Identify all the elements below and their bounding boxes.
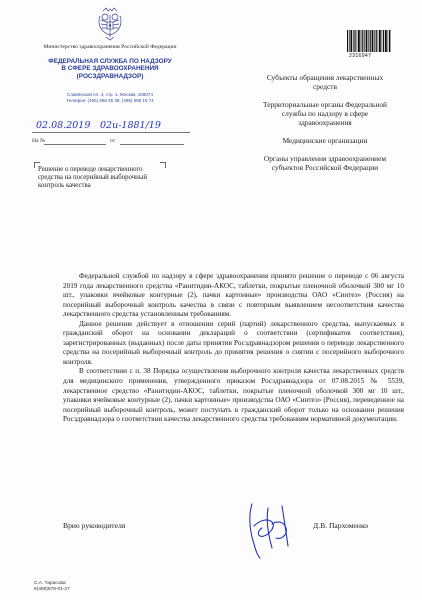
recipient-item: Субъекты обращения лекарственных средств: [266, 73, 384, 91]
signatory-role: Врио руководителя: [63, 521, 126, 530]
handwritten-signature: [238, 498, 300, 560]
agency-line-1: ФЕДЕРАЛЬНАЯ СЛУЖБА ПО НАДЗОРУ: [48, 58, 172, 65]
executor-info: [34, 581, 70, 593]
reference-number-line: [44, 144, 106, 145]
reference-number-label: На №: [32, 138, 46, 144]
executor-phone: 8(499)578-01-27: [34, 587, 70, 592]
agency-name: [38, 58, 182, 80]
letter-subject: Решение о переводе лекарственного средства на посерийный выборочный контроль качества: [38, 166, 148, 189]
reference-date-label: от: [110, 138, 116, 144]
subject-bracket-right: [160, 162, 166, 168]
body-paragraph-2: Данное решение действует в отношении серий (партий) лекарственного средства, выпускаемых в гражданский оборот на основании деклараций о соответствии (сертификатов соответствия), зарегистрированных (выданных) после даты принятия Росздравнадзором решения о переводе лекарственного средства на посерийный выборочный контроль до принятия решения о снятии с посерийного выборочного контроля.: [63, 319, 404, 366]
agency-line-2: В СФЕРЕ ЗДРАВООХРАНЕНИЯ: [61, 65, 159, 73]
registration-block: [30, 118, 190, 144]
agency-line-3: (РОСЗДРАВНАДЗОР): [76, 72, 144, 80]
address-line-1: Славянская пл. 4, стр. 1, Москва, 109074: [67, 92, 153, 97]
barcode-number: 2316947: [349, 53, 372, 59]
executor-name: С.А. Тарасова: [34, 581, 66, 586]
recipient-item: Медицинские организации: [282, 136, 368, 145]
recipient-item: Органы управления здравоохранением субъектов Российской Федерации: [263, 154, 387, 172]
barcode-icon: [347, 30, 391, 52]
recipients-block: [255, 73, 395, 181]
ministry-name: Министерство здравоохранения Российской Федерации: [43, 44, 177, 50]
address-line-2: Телефон: (495) 698 45 38; (495) 698 15 74: [66, 97, 154, 103]
body-paragraph-3: В соответствии с п. 38 Порядка осуществления выборочного контроля качества лекарственных средств для медицинского применения, утвержденного приказом Росздравнадзора от 07.08.2015 № 5539, лекарственное средство «Ранитидин-АКОС, таблетки, покрытые пленочной оболочкой 300 мг 10 шт., упаковки ячейковые контурные (2), пачки картонные» производства ОАО «Синтез» (Россия), переведенное на посерийный выборочный контроль, может поступать в гражданский оборот только на основании решения Росздравнадзора о соответствии качества лекарственного средства требованиям нормативной документации.: [63, 367, 404, 424]
signatory-name: Д.В. Пархоменко: [313, 521, 369, 530]
handwritten-number: 02и-1881/19: [100, 120, 161, 131]
registration-underline: [32, 132, 190, 133]
reference-date-line: [120, 144, 184, 145]
agency-address: [40, 92, 180, 103]
coat-of-arms-icon: [97, 7, 123, 41]
letter-body: [63, 272, 404, 425]
body-paragraph-1: Федеральной службой по надзору в сфере здравоохранения принято решение о переводе с 06 августа 2019 года лекарственного средства «Ранитидин-АКОС, таблетки, покрытые пленочной оболочкой 300 мг 10 шт., упаковки ячейковые контурные (2), пачки картонные» производства ОАО «Синтез» (Россия) на посерийный выборочный контроль качества в связи с повторным выявлением несоответствия качества лекарственного средства установленным требованиям.: [63, 272, 404, 319]
handwritten-date: 02.08.2019: [36, 120, 91, 131]
recipient-item: Территориальные органы Федеральной службы по надзору в сфере здравоохранения: [262, 100, 388, 127]
